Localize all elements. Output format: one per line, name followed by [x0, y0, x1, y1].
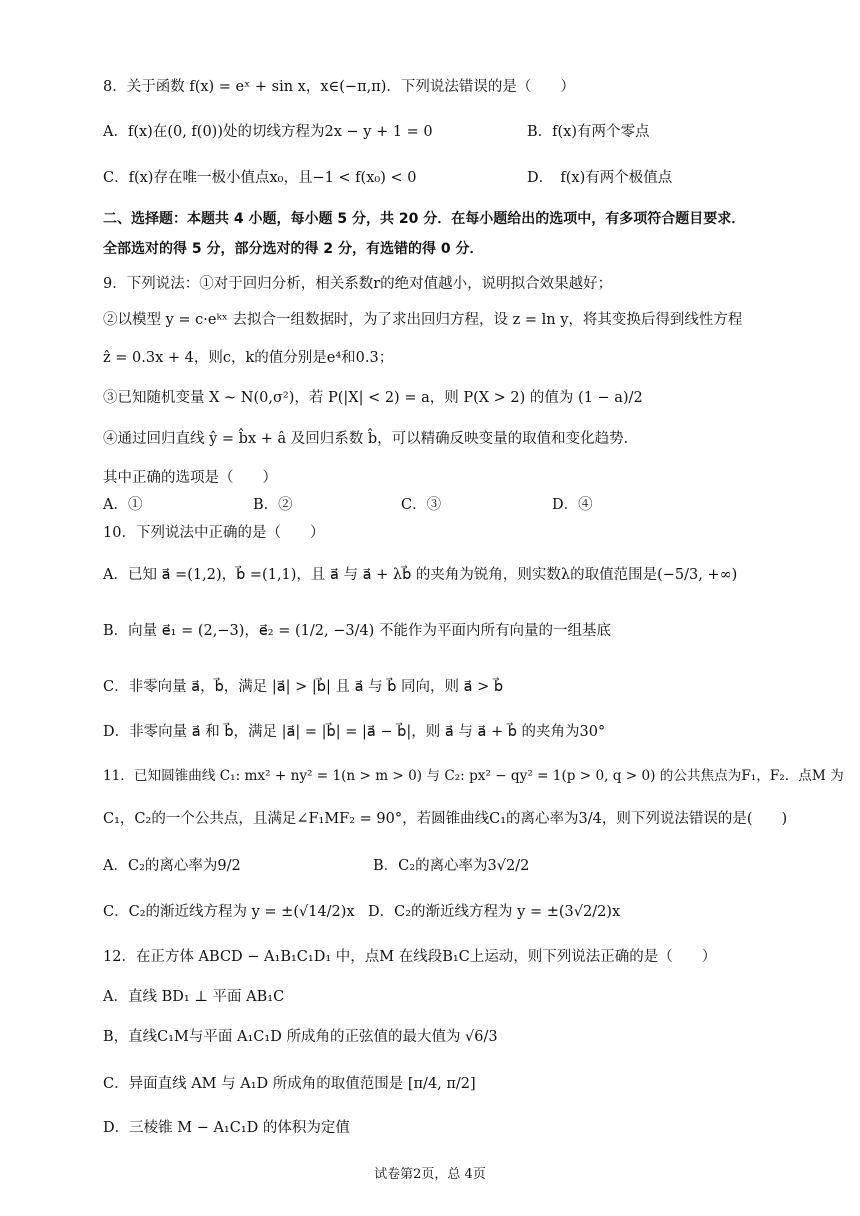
q8-option-c: C．f(x)存在唯一极小值点x₀，且−1 < f(x₀) < 0 [103, 170, 417, 186]
q8-option-a: A．f(x)在(0, f(0))处的切线方程为2x − y + 1 = 0 [103, 124, 433, 140]
q8-option-d: D． f(x)有两个极值点 [527, 170, 673, 186]
q11-option-b: B．C₂的离心率为3√2/2 [373, 858, 530, 874]
q12-option-a: A．直线 BD₁ ⊥ 平面 AB₁C [103, 989, 285, 1005]
q11-line1: 11．已知圆锥曲线 C₁: mx² + ny² = 1(n > m > 0) 与 C₂: px² − qy² = 1(p > 0, q > 0) 的公共焦点为F₁，F₂．点M 为 [103, 768, 844, 784]
q9-option-b: B．② [253, 497, 293, 513]
q12-option-b: B，直线C₁M与平面 A₁C₁D 所成角的正弦值的最大值为 √6/3 [103, 1029, 498, 1045]
q12-option-c: C．异面直线 AM 与 A₁D 所成角的取值范围是 [π/4, π/2] [103, 1076, 476, 1092]
q10-option-c: C．非零向量 a⃗，b⃗，满足 |a⃗| > |b⃗| 且 a⃗ 与 b⃗ 同向，则 a⃗ > b⃗ [103, 679, 504, 695]
q9-line4: ③已知随机变量 X ~ N(0,σ²)，若 P(|X| < 2) = a，则 P(X > 2) 的值为 (1 − a)/2 [103, 390, 643, 406]
q8-stem: 8．关于函数 f(x) = eˣ + sin x，x∈(−π,π)．下列说法错误的是（ ） [103, 79, 575, 95]
q10-option-b: B．向量 e⃗₁ = (2,−3)，e⃗₂ = (1/2, −3/4) 不能作为平面内所有向量的一组基底 [103, 623, 611, 639]
q9-line6: 其中正确的选项是（ ） [103, 470, 277, 486]
q9-line1: 9．下列说法：①对于回归分析，相关系数r的绝对值越小，说明拟合效果越好； [103, 276, 613, 292]
q11-option-d: D．C₂的渐近线方程为 y = ±(3√2/2)x [368, 904, 621, 920]
q11-option-a: A．C₂的离心率为9/2 [103, 858, 241, 874]
q9-option-a: A．① [103, 497, 143, 513]
q11-option-c: C．C₂的渐近线方程为 y = ±(√14/2)x [103, 904, 355, 920]
q9-option-d: D．④ [552, 497, 593, 513]
page-footer: 试卷第2页，总 4页 [374, 1167, 486, 1182]
section2-line2: 全部选对的得 5 分，部分选对的得 2 分，有选错的得 0 分． [103, 241, 484, 257]
q8-option-b: B．f(x)有两个零点 [527, 124, 650, 140]
q9-line2: ②以模型 y = c·eᵏˣ 去拟合一组数据时，为了求出回归方程，设 z = ln y，将其变换后得到线性方程 [103, 312, 743, 328]
q12-stem: 12．在正方体 ABCD − A₁B₁C₁D₁ 中，点M 在线段B₁C上运动，则下列说法正确的是（ ） [103, 949, 717, 965]
q11-line2: C₁，C₂的一个公共点，且满足∠F₁MF₂ = 90°，若圆锥曲线C₁的离心率为3/4，则下列说法错误的是( ) [103, 811, 788, 827]
q10-option-a: A．已知 a⃗ =(1,2)，b⃗ =(1,1)，且 a⃗ 与 a⃗ + λb⃗ 的夹角为锐角，则实数λ的取值范围是(−5/3, +∞) [103, 567, 738, 583]
section2-line1: 二、选择题：本题共 4 小题，每小题 5 分，共 20 分．在每小题给出的选项中，有多项符合题目要求． [103, 211, 746, 227]
q10-stem: 10．下列说法中正确的是（ ） [103, 525, 325, 541]
q12-option-d: D．三棱锥 M − A₁C₁D 的体积为定值 [103, 1120, 350, 1136]
q9-line3: ẑ = 0.3x + 4，则c，k的值分别是e⁴和0.3； [103, 350, 394, 366]
q9-line5: ④通过回归直线 ŷ = b̂x + â 及回归系数 b̂，可以精确反映变量的取值和变化趋势． [103, 431, 639, 447]
q9-option-c: C．③ [401, 497, 442, 513]
q10-option-d: D．非零向量 a⃗ 和 b⃗，满足 |a⃗| = |b⃗| = |a⃗ − b⃗|，则 a⃗ 与 a⃗ + b⃗ 的夹角为30° [103, 724, 606, 740]
